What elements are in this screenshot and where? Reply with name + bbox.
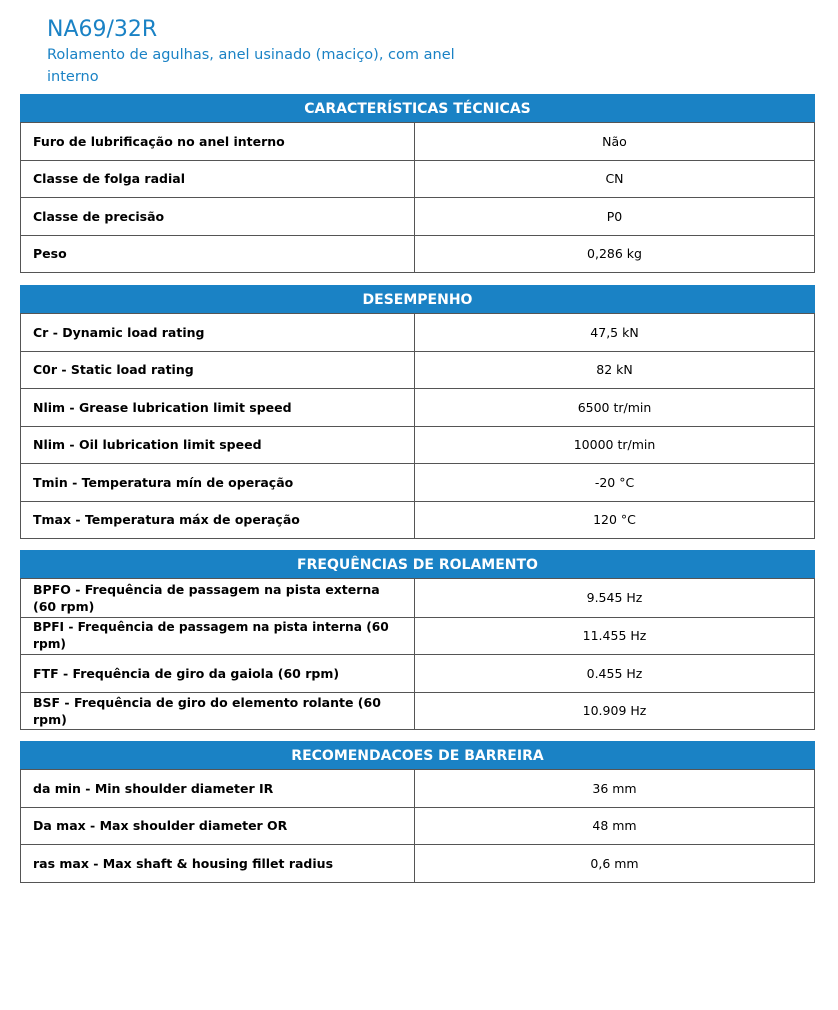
row-value: 120 °C [415,501,815,539]
row-label: Furo de lubrificação no anel interno [21,123,415,161]
row-value: CN [415,160,815,198]
table-row [21,235,815,273]
row-value: 6500 tr/min [415,389,815,427]
row-value: 36 mm [415,770,815,808]
row-value: -20 °C [415,464,815,502]
row-value: 48 mm [415,807,815,845]
table-row [21,770,815,808]
table-row [21,351,815,389]
table-row [21,501,815,539]
section-performance [20,285,815,539]
table-row [21,198,815,236]
row-label: Nlim - Grease lubrication limit speed [21,389,415,427]
row-label: Classe de folga radial [21,160,415,198]
product-header [47,16,487,88]
row-label: Cr - Dynamic load rating [21,314,415,352]
row-label: Peso [21,235,415,273]
section-shoulder-recommendations [20,741,815,883]
row-label: da min - Min shoulder diameter IR [21,770,415,808]
table-row [21,464,815,502]
row-label: FTF - Frequência de giro da gaiola (60 rpm) [21,655,415,693]
row-label: Nlim - Oil lubrication limit speed [21,426,415,464]
section-header: CARACTERÍSTICAS TÉCNICAS [20,94,815,122]
spec-table [20,578,815,730]
spec-table [20,769,815,883]
table-row [21,579,815,618]
row-label: Tmin - Temperatura mín de operação [21,464,415,502]
row-label: ras max - Max shaft & housing fillet radius [21,845,415,883]
row-value: 9.545 Hz [415,579,815,618]
section-header: FREQUÊNCIAS DE ROLAMENTO [20,550,815,578]
row-label: C0r - Static load rating [21,351,415,389]
row-value: 0,6 mm [415,845,815,883]
row-value: 11.455 Hz [415,617,815,655]
row-label: BSF - Frequência de giro do elemento rolante (60 rpm) [21,692,415,730]
row-value: 47,5 kN [415,314,815,352]
table-row [21,314,815,352]
table-row [21,692,815,730]
table-row [21,655,815,693]
spec-table [20,122,815,273]
row-value: 10.909 Hz [415,692,815,730]
row-label: BPFO - Frequência de passagem na pista externa (60 rpm) [21,579,415,618]
table-row [21,389,815,427]
section-bearing-frequencies [20,550,815,730]
row-label: Classe de precisão [21,198,415,236]
section-technical-characteristics [20,94,815,273]
row-label: Da max - Max shoulder diameter OR [21,807,415,845]
row-value: Não [415,123,815,161]
row-label: BPFI - Frequência de passagem na pista interna (60 rpm) [21,617,415,655]
table-row [21,123,815,161]
row-value: 0.455 Hz [415,655,815,693]
row-value: 10000 tr/min [415,426,815,464]
product-description: Rolamento de agulhas, anel usinado (maciço), com anel interno [47,47,455,85]
table-row [21,845,815,883]
section-header: DESEMPENHO [20,285,815,313]
row-value: P0 [415,198,815,236]
row-value: 82 kN [415,351,815,389]
table-row [21,807,815,845]
product-code: NA69/32R [47,17,158,42]
table-row [21,617,815,655]
table-row [21,426,815,464]
row-label: Tmax - Temperatura máx de operação [21,501,415,539]
section-header: RECOMENDACOES DE BARREIRA [20,741,815,769]
table-row [21,160,815,198]
spec-table [20,313,815,539]
row-value: 0,286 kg [415,235,815,273]
